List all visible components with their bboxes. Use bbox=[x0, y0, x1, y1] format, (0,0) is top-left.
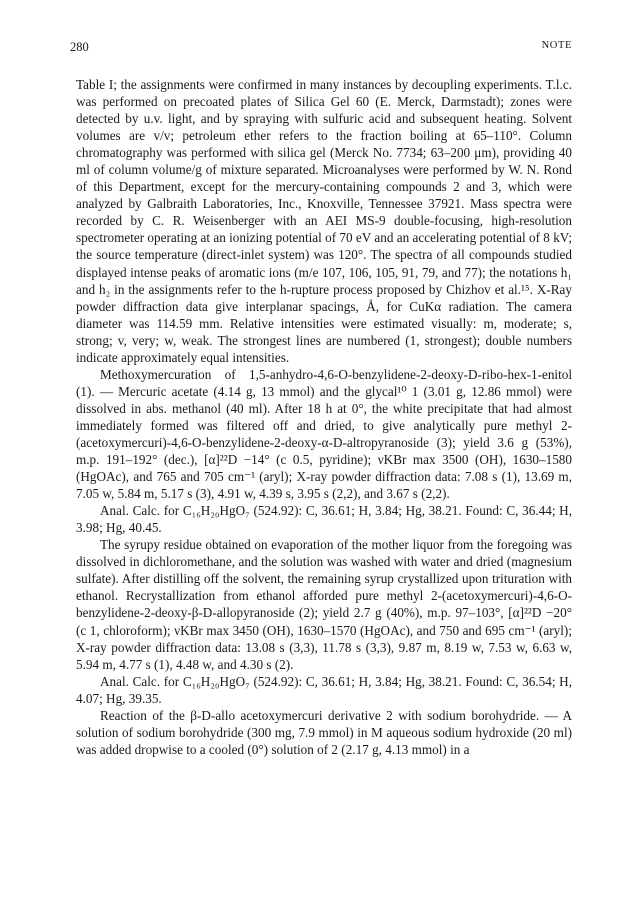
paragraph-experimental-general: Table I; the assignments were confirmed in many instances by decoupling experiments. T.l.c. was performed on precoated plates of Silica Gel 60 (E. Merck, Darmstadt); zones were detected by u.v. light, and by spraying with sulfuric acid and subsequent heating. Solvent volumes are v/v; petroleum ether refers to the fraction boiling at 65–110°. Column chromatography was performed with silica gel (Merck No. 7734; 63–200 μm), providing 40 ml of column volume/g of mixture separated. Microanalyses were performed by W. N. Rond of this Department, except for the mercury-containing compounds 2 and 3, which were analyzed by Galbraith Laboratories, Inc., Knoxville, Tennessee 37921. Mass spectra were recorded by C. R. Weisenberger with an AEI MS-9 double-focusing, high-resolution spectrometer operating at an ionizing potential of 70 eV and an accelerating potential of 8 kV; the source temperature (direct-inlet system) was 120°. The spectra of all compounds studied displayed intense peaks of aromatic ions (m/e 107, 106, 105, 91, 79, and 77); the notations h₁ and h₂ in the assignments refer to the h-rupture process proposed by Chizhov et al.¹⁵. X-Ray powder diffraction data give interplanar spacings, Å, for CuKα radiation. The camera diameter was 114.59 mm. Relative intensities were estimated visually: m, moderate; s, strong; v, very; w, weak. The strongest lines are numbered (1, strongest); double numbers indicate approximately equal intensities. bbox=[76, 77, 572, 365]
paragraph-methoxymercuration: Methoxymercuration of 1,5-anhydro-4,6-O-benzylidene-2-deoxy-D-ribo-hex-1-enitol (1). — Mercuric acetate (4.14 g, 13 mmol) and the glycal¹⁰ 1 (3.01 g, 12.86 mmol) were dissolved in abs. methanol (40 ml). After 18 h at 0°, the white precipitate that had almost immediately formed was filtered off and dried, to give analytically pure methyl 2-(acetoxymercuri)-4,6-O-benzylidene-2-deoxy-α-D-altropyranoside (3); yield 3.6 g (53%), m.p. 191–192° (dec.), [α]²²D −14° (c 0.5, pyridine); νKBr max 3500 (OH), 1630–1580 (HgOAc), and 765 and 705 cm⁻¹ (aryl); X-ray powder diffraction data: 7.08 s (1), 13.69 m, 7.05 w, 5.84 m, 5.17 s (3), 4.91 w, 4.39 s, 3.95 s (2,2), and 3.67 s (2,2). bbox=[76, 366, 572, 502]
body-text bbox=[76, 76, 572, 758]
paragraph-syrupy-residue: The syrupy residue obtained on evaporation of the mother liquor from the foregoing was dissolved in dichloromethane, and the solution was washed with water and dried (magnesium sulfate). After distilling off the solvent, the remaining syrup crystallized upon trituration with ethanol. Recrystallization from ethanol afforded pure methyl 2-(acetoxymercuri)-4,6-O-benzylidene-2-deoxy-β-D-allopyranoside (2); yield 2.7 g (40%), m.p. 97–103°, [α]²²D −20° (c 1, chloroform); νKBr max 3450 (OH), 1630–1570 (HgOAc), and 750 and 695 cm⁻¹ (aryl); X-ray powder diffraction data: 13.08 s (3,3), 11.78 s (3,3), 9.87 m, 8.19 w, 7.53 w, 6.63 w, 5.94 m, 4.77 s (1), 4.48 w, and 4.30 s (2). bbox=[76, 537, 572, 672]
paragraph-borohydride-reaction: Reaction of the β-D-allo acetoxymercuri derivative 2 with sodium borohydride. — A solution of sodium borohydride (300 mg, 7.9 mmol) in M aqueous sodium hydroxide (20 ml) was added dropwise to a cooled (0°) solution of 2 (2.17 g, 4.13 mmol) in a bbox=[76, 707, 572, 757]
section-label: NOTE bbox=[541, 40, 572, 51]
paragraph-analysis-compound-3: Anal. Calc. for C₁₆H₂₀HgO₇ (524.92): C, 36.61; H, 3.84; Hg, 38.21. Found: C, 36.44; H, 3.98; Hg, 40.45. bbox=[76, 503, 572, 536]
running-head bbox=[70, 40, 572, 54]
paragraph-analysis-compound-2: Anal. Calc. for C₁₆H₂₀HgO₇ (524.92): C, 36.61; H, 3.84; Hg, 38.21. Found: C, 36.54; H, 4.07; Hg, 39.35. bbox=[76, 673, 572, 706]
page-number: 280 bbox=[70, 40, 89, 54]
